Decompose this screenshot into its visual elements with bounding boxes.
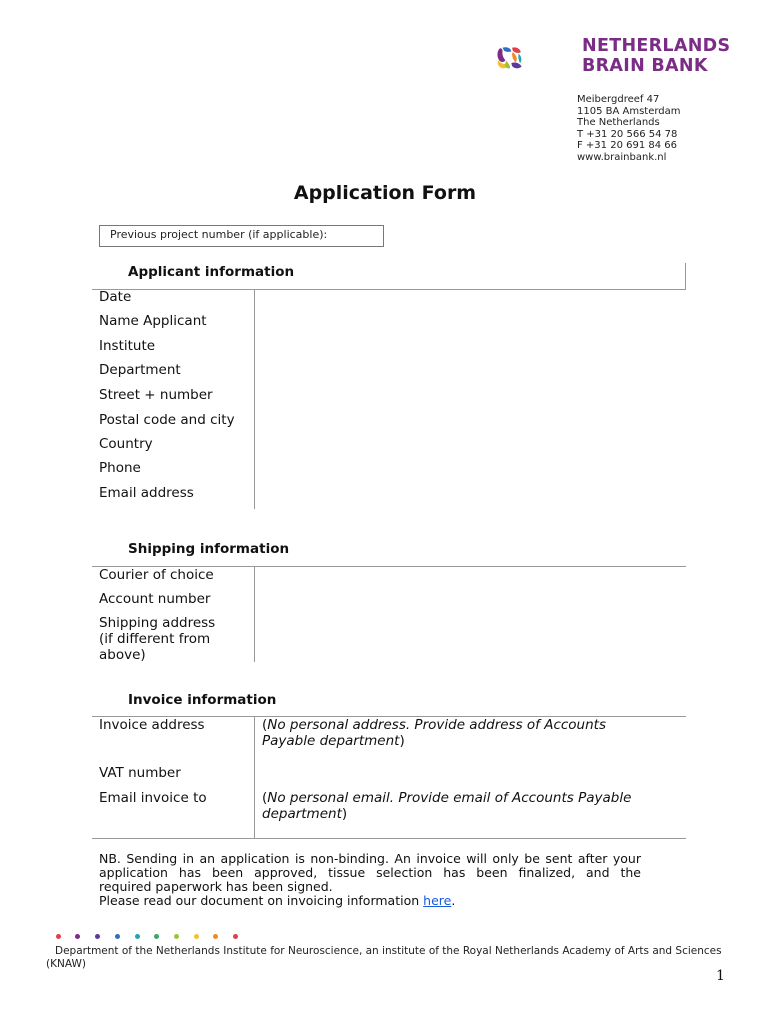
footer-dot (213, 934, 218, 939)
field-label-country: Country (99, 436, 153, 452)
page-number: 1 (716, 968, 725, 984)
address-line: Meibergdreef 47 (577, 94, 660, 105)
field-label-email-invoice: Email invoice to (99, 790, 207, 806)
address-line: 1105 BA Amsterdam (577, 105, 681, 117)
field-label-institute: Institute (99, 338, 156, 354)
netherlands-brain-bank-logo (496, 26, 580, 90)
divider (92, 838, 686, 839)
applicant-section-heading: Applicant information (128, 264, 295, 280)
field-label-postal-code-city: Postal code and city (99, 412, 235, 428)
footer-line: Department of the Netherlands Institute for Neuroscience, an institute of the Royal Netherlands Academy of Arts and Sciences (55, 945, 722, 957)
address-line: The Netherlands (577, 117, 660, 128)
shipping-address-line: above) (99, 647, 146, 663)
footer-dot (135, 934, 140, 939)
invoice-address-note: (No personal address. Provide address of Accounts Payable department) (262, 717, 607, 749)
field-label-invoice-address: Invoice address (99, 717, 205, 733)
footer-dot (154, 934, 159, 939)
field-label-email-address: Email address (99, 485, 194, 501)
field-label-street: Street + number (99, 387, 213, 403)
address-website: www.brainbank.nl (577, 151, 667, 163)
nb-line-suffix: . (451, 893, 456, 908)
logo-line-1: NETHERLANDS (582, 36, 731, 56)
nb-line: required paperwork has been signed. (99, 879, 333, 894)
vat-number-input[interactable] (256, 760, 684, 786)
invoice-email-note: (No personal email. Provide email of Accounts Payable department) (262, 790, 632, 822)
field-label-courier: Courier of choice (99, 567, 214, 583)
divider (254, 717, 255, 838)
logo-wordmark (582, 36, 730, 76)
field-label-shipping-address (99, 615, 215, 663)
footer-dot (75, 934, 80, 939)
shipping-address-line: (if different from (99, 631, 211, 647)
field-label-phone: Phone (99, 460, 141, 476)
divider (254, 567, 255, 662)
note-line: No personal address. Provide address of Accounts (267, 717, 607, 733)
page-title: Application Form (293, 182, 477, 204)
note-line: Payable department (262, 733, 400, 749)
shipping-section-heading: Shipping information (128, 541, 290, 557)
nb-line: NB. Sending in an application is non-binding. An invoice will only be sent after your (99, 851, 641, 866)
nb-paragraph (99, 852, 641, 908)
note-line: department (262, 806, 342, 822)
divider (92, 289, 686, 290)
footer-dot (174, 934, 179, 939)
address-line: F +31 20 691 84 66 (577, 140, 678, 151)
logo-line-2: BRAIN BANK (582, 56, 708, 76)
field-label-department: Department (99, 362, 181, 378)
footer-dot (194, 934, 199, 939)
divider (254, 290, 255, 509)
footer-dot (56, 934, 61, 939)
nb-line: application has been approved, tissue selection has been finalized, and the (99, 865, 641, 880)
footer-dot (115, 934, 120, 939)
nb-line-invoicing (99, 894, 641, 908)
footer-dot (95, 934, 100, 939)
field-label-date: Date (99, 289, 132, 305)
address-line: T +31 20 566 54 78 (577, 128, 678, 140)
footer-line: (KNAW) (46, 957, 86, 970)
previous-project-number-field[interactable] (99, 225, 384, 247)
invoice-section-heading: Invoice information (128, 692, 277, 708)
divider (685, 263, 686, 289)
address-block (577, 94, 681, 163)
previous-project-label: Previous project number (if applicable): (110, 228, 328, 241)
field-label-account-number: Account number (99, 591, 211, 607)
applicant-input-area[interactable] (256, 292, 684, 508)
footer-text (46, 945, 726, 970)
field-label-name-applicant: Name Applicant (99, 313, 207, 329)
note-line: No personal email. Provide email of Accounts Payable (267, 790, 632, 806)
field-label-vat-number: VAT number (99, 765, 181, 781)
shipping-input-area[interactable] (256, 568, 684, 661)
shipping-address-line: Shipping address (99, 615, 216, 631)
nb-line-prefix: Please read our document on invoicing information (99, 893, 424, 908)
footer-dot (233, 934, 238, 939)
invoicing-info-link[interactable]: here (423, 893, 452, 908)
